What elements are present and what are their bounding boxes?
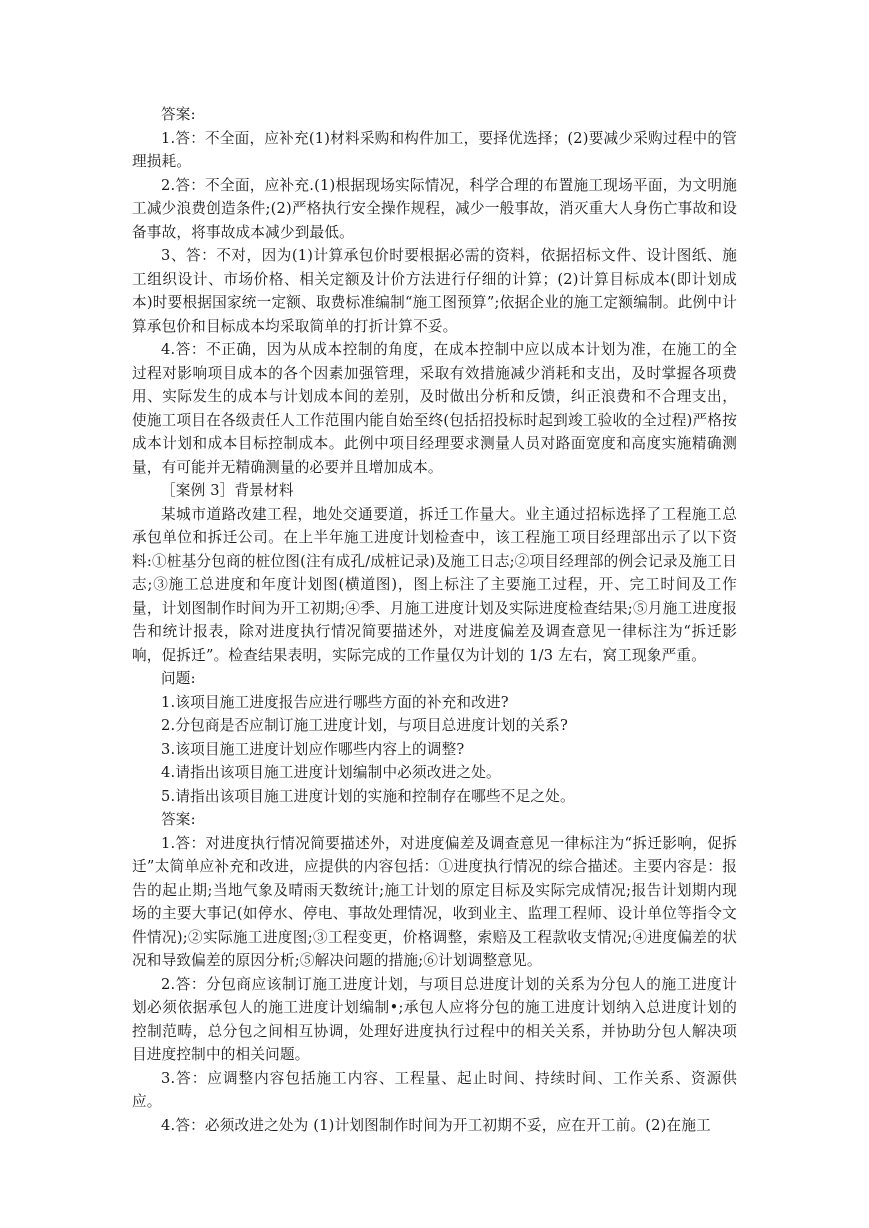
answer-heading: 答案: [161, 106, 196, 123]
case-background: 某城市道路改建工程，地处交通要道，拆迁工作量大。业主通过招标选择了工程施工总承包单位和拆迁公司。在上半年施工进度计划检查中，该工程施工项目经理部出示了以下资料:①桩基分包商的桩位图(注有成孔/成桩记录)及施工日志;②项目经理部的例会记录及施工日志;③施工总进度和年度计划图(横道图)，图上标注了主要施工过程，开、完工时间及工作量，计划图制作时间为开工初期;④季、月施工进度计划及实际进度检查结果;⑤月施工进度报告和统计报表，除对进度执行情况简要描述外，对进度偏差及调查意见一律标注为“拆迁影响，促拆迁”。检查结果表明，实际完成的工作量仅为计划的 1/3 左右，窝工现象严重。 [132, 505, 737, 664]
answer-paragraph-1: 1.答：不全面，应补充(1)材料采购和构件加工，要择优选择；(2)要减少采购过程中的管理损耗。 [132, 129, 737, 170]
answer2-paragraph-1: 1.答：对进度执行情况简要描述外，对进度偏差及调查意见一律标注为“拆迁影响，促拆迁”太简单应补充和改进，应提供的内容包括：①进度执行情况的综合描述。主要内容是：报告的起止期;当地气象及晴雨天数统计;施工计划的原定目标及实际完成情况;报告计划期内现场的主要大事记(如停水、停电、事故处理情况，收到业主、监理工程师、设计单位等指令文件情况);②实际施工进度图;③工程变更，价格调整，索赔及工程款收支情况;④进度偏差的状况和导致偏差的原因分析;⑤解决问题的措施;⑥计划调整意见。 [132, 834, 737, 969]
answer-heading-2: 答案: [161, 811, 196, 828]
answer2-paragraph-3: 3.答：应调整内容包括施工内容、工程量、起止时间、持续时间、工作关系、资源供应。 [132, 1069, 737, 1110]
question-3: 3.该项目施工进度计划应作哪些内容上的调整? [161, 740, 465, 758]
question-2: 2.分包商是否应制订施工进度计划，与项目总进度计划的关系? [161, 717, 568, 734]
question-5: 5.请指出该项目施工进度计划的实施和控制存在哪些不足之处。 [161, 787, 575, 805]
answer2-paragraph-2: 2.答：分包商应该制订施工进度计划，与项目总进度计划的关系为分包人的施工进度计划必须依据承包人的施工进度计划编制•;承包人应将分包的施工进度计划纳入总进度计划的控制范畴，总分包之间相互协调，处理好进度执行过程中的相关关系，并协助分包人解决项目进度控制中的相关问题。 [132, 975, 737, 1063]
document-body [132, 103, 737, 1137]
answer2-paragraph-4: 4.答：必须改进之处为 (1)计划图制作时间为开工初期不妥，应在开工前。(2)在施工 [161, 1116, 711, 1134]
answer-paragraph-2: 2.答：不全面，应补充.(1)根据现场实际情况，科学合理的布置施工现场平面，为文明施工减少浪费创造条件;(2)严格执行安全操作规程，减少一般事故，消灭重大人身伤亡事故和设备事故，将事故成本减少到最低。 [132, 176, 737, 241]
case-heading: ［案例 3］背景材料 [161, 482, 294, 499]
answer-paragraph-3: 3、答：不对，因为(1)计算承包价时要根据必需的资料，依据招标文件、设计图纸、施工组织设计、市场价格、相关定额及计价方法进行仔细的计算；(2)计算目标成本(即计划成本)时要根据国家统一定额、取费标准编制“施工图预算”;依据企业的施工定额编制。此例中计算承包价和目标成本均采取简单的打折计算不妥。 [132, 247, 737, 335]
question-4: 4.请指出该项目施工进度计划编制中必须改进之处。 [161, 764, 501, 781]
question-1: 1.该项目施工进度报告应进行哪些方面的补充和改进? [161, 693, 509, 711]
questions-heading: 问题: [161, 670, 196, 687]
answer-paragraph-4: 4.答：不正确，因为从成本控制的角度，在成本控制中应以成本计划为准，在施工的全过程对影响项目成本的各个因素加强管理，采取有效措施减少消耗和支出，及时掌握各项费用、实际发生的成本与计划成本间的差别，及时做出分析和反馈，纠正浪费和不合理支出，使施工项目在各级责任人工作范围内能自始至终(包括招投标时起到竣工验收的全过程)严格按成本计划和成本目标控制成本。此例中项目经理要求测量人员对路面宽度和高度实施精确测量，有可能并无精确测量的必要并且增加成本。 [132, 341, 737, 476]
